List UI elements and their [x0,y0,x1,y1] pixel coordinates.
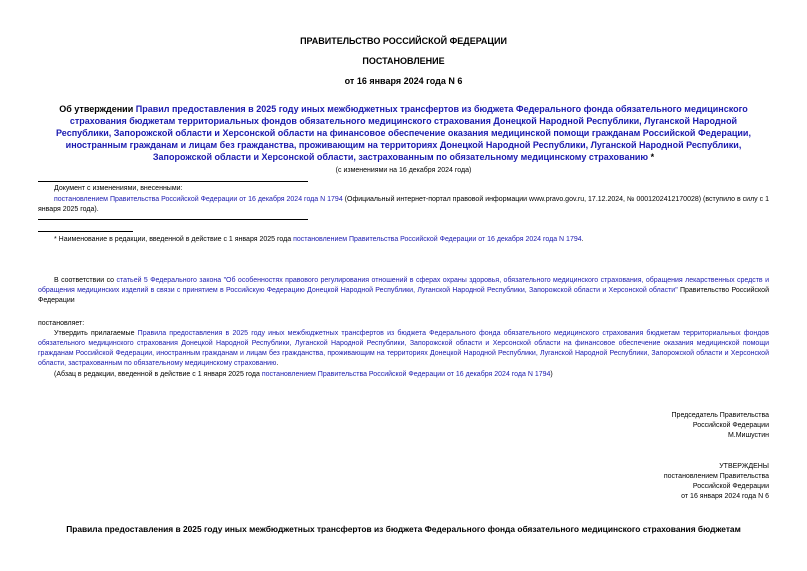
footnote-text: * Наименование в редакции, введенной в действие с 1 января 2025 года [54,236,294,243]
title-prefix: Об утверждении [59,104,136,114]
body-paragraph-3 [54,370,769,380]
title-suffix: * [648,152,655,162]
federal-law-link[interactable]: статьей 5 Федерального закона "Об особенностях правового регулирования отношений в сферах охраны здоровья, обязательного медицинского страхования, обращения лекарственных средств и обращения медицинских изделий в связи с принятием в Российскую Федерацию Донецкой Народной Республики, Луганской Народной Республики, Запорожской области и Херсонской области" [38,277,769,294]
rules-title: Правила предоставления в 2025 году иных межбюджетных трансфертов из бюджета Федерального фонда обязательного медицинского страхования бюджетам [66,524,741,534]
p1-prefix: В соответствии со [54,277,117,284]
amended-note: (с изменениями на 16 декабря 2024 года) [335,167,472,174]
p3-suffix: ) [550,371,553,378]
p2-suffix: . [276,360,279,367]
divider [38,181,308,182]
rules-link[interactable]: Правила предоставления в 2025 году иных межбюджетных трансфертов из бюджета Федерального фонда обязательного медицинского страхования бюджетам территориальных фондов обязательного медицинского страхования Донецкой Народной Республики, Луганской Народной Республики, Запорожской области и Херсонской области на финансовое обеспечение оказания медицинской помощи гражданам Российской Федерации, иностранным гражданам и лицам без гражданства, проживающим на территориях Донецкой Народной Республики, Луганской Народной Республики, Запорожской области и Херсонской области, застрахованным по обязательному медицинскому страхованию [38,330,769,367]
government-name: ПРАВИТЕЛЬСТВО РОССИЙСКОЙ ФЕДЕРАЦИИ [300,36,507,46]
body-paragraph-2 [38,329,769,369]
divider [38,219,308,220]
amendments-intro: Документ с изменениями, внесенными: [54,185,183,192]
amendment-details: (Официальный интернет-портал правовой информации www.pravo.gov.ru, 17.12.2024, № 0001202412170028) (вступило в силу с 1 января 2025 года). [38,196,769,213]
title-rules-link[interactable]: Правил предоставления в 2025 году иных межбюджетных трансфертов из бюджета Федерального фонда обязательного медицинского страхования бюджетам территориальных фондов обязательного медицинского страхования Донецкой Народной Республики, Луганской Народной Республики, Запорожской области и Херсонской области на финансовое обеспечение оказания медицинской помощи гражданам Российской Федерации, иностранным гражданам и лицам без гражданства, проживающим на территориях Донецкой Народной Республики, Луганской Народной Республики, Запорожской области и Херсонской области, застрахованным по обязательному медицинскому страхованию [56,104,751,162]
amendment-link-2[interactable]: постановлением Правительства Российской Федерации от 16 декабря 2024 года N 1794 [261,371,551,378]
p3-prefix: (Абзац в редакции, введенной в действие с 1 января 2025 года [54,371,262,378]
approved-by: постановлением Правительства [663,473,769,480]
document-type: ПОСТАНОВЛЕНИЕ [362,56,445,66]
approved-date: от 16 января 2024 года N 6 [681,493,769,500]
signature-block [672,411,769,441]
signature-position: Председатель Правительства [671,412,769,419]
footnote-end: . [581,236,584,243]
p1-suffix: Правительство Российской Федерации [38,287,769,304]
approved-block [664,462,769,502]
amendment-link[interactable]: постановлением Правительства Российской Федерации от 16 декабря 2024 года N 1794 [54,196,343,203]
footnote-divider [38,231,133,232]
decree-word: постановляет: [38,320,85,327]
document-date-number: от 16 января 2024 года N 6 [344,76,463,86]
signature-name: М.Мишустин [727,432,769,439]
signature-country: Российской Федерации [692,422,769,429]
amendments-list [38,195,769,215]
p2-prefix: Утвердить прилагаемые [54,330,138,337]
approved-heading: УТВЕРЖДЕНЫ [719,463,769,470]
footnote-link[interactable]: постановлением Правительства Российской Федерации от 16 декабря 2024 года N 1794 [293,236,582,243]
body-paragraph-1 [38,276,769,306]
document-title [42,103,765,163]
footnote [54,235,774,245]
approved-country: Российской Федерации [692,483,769,490]
